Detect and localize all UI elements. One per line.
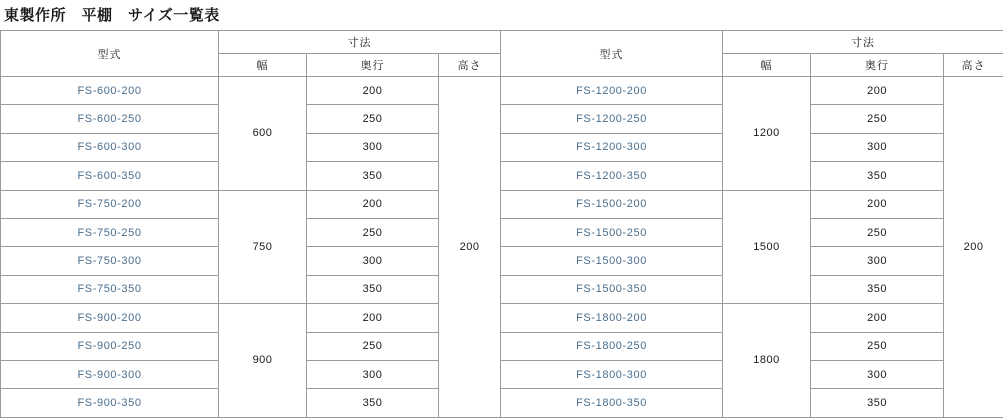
model-cell: FS-1200-350 [501, 162, 723, 190]
depth-cell: 300 [307, 247, 439, 275]
model-cell: FS-1500-200 [501, 190, 723, 218]
depth-cell: 200 [307, 304, 439, 332]
model-cell: FS-1800-300 [501, 360, 723, 388]
table-row [1, 247, 1003, 275]
depth-cell: 350 [811, 389, 944, 417]
size-table [0, 30, 1003, 418]
page-title: 東製作所 平棚 サイズ一覧表 [0, 0, 1003, 30]
depth-cell: 300 [307, 133, 439, 161]
depth-cell: 300 [811, 133, 944, 161]
table-row [1, 77, 1003, 105]
header-width-left: 幅 [219, 54, 307, 77]
depth-cell: 350 [307, 275, 439, 303]
header-width-right: 幅 [723, 54, 811, 77]
height-cell-left: 200 [439, 77, 501, 418]
model-cell: FS-600-350 [1, 162, 219, 190]
table-row [1, 332, 1003, 360]
model-cell: FS-900-300 [1, 360, 219, 388]
depth-cell: 350 [307, 162, 439, 190]
model-cell: FS-750-250 [1, 218, 219, 246]
depth-cell: 300 [811, 247, 944, 275]
depth-cell: 200 [811, 77, 944, 105]
depth-cell: 300 [811, 360, 944, 388]
table-header [1, 31, 1003, 77]
depth-cell: 250 [811, 332, 944, 360]
model-cell: FS-900-350 [1, 389, 219, 417]
table-row [1, 162, 1003, 190]
depth-cell: 250 [811, 218, 944, 246]
table-row [1, 190, 1003, 218]
header-height-left: 高さ [439, 54, 501, 77]
header-row-primary [1, 31, 1003, 54]
table-row [1, 275, 1003, 303]
model-cell: FS-750-300 [1, 247, 219, 275]
model-cell: FS-900-250 [1, 332, 219, 360]
model-cell: FS-750-350 [1, 275, 219, 303]
model-cell: FS-1500-250 [501, 218, 723, 246]
table-row [1, 389, 1003, 417]
table-row [1, 360, 1003, 388]
model-cell: FS-1800-250 [501, 332, 723, 360]
model-cell: FS-1200-200 [501, 77, 723, 105]
depth-cell: 350 [811, 162, 944, 190]
width-cell: 600 [219, 77, 307, 191]
depth-cell: 200 [307, 190, 439, 218]
model-cell: FS-1800-200 [501, 304, 723, 332]
model-cell: FS-1200-300 [501, 133, 723, 161]
model-cell: FS-1500-300 [501, 247, 723, 275]
depth-cell: 250 [307, 105, 439, 133]
width-cell: 750 [219, 190, 307, 304]
width-cell: 1200 [723, 77, 811, 191]
height-cell-right: 200 [944, 77, 1003, 418]
table-row [1, 133, 1003, 161]
width-cell: 1500 [723, 190, 811, 304]
header-dimensions-right: 寸法 [723, 31, 1003, 54]
table-row [1, 304, 1003, 332]
model-cell: FS-750-200 [1, 190, 219, 218]
table-body [1, 77, 1003, 418]
header-dimensions-left: 寸法 [219, 31, 501, 54]
width-cell: 900 [219, 304, 307, 418]
header-depth-left: 奥行 [307, 54, 439, 77]
model-cell: FS-1500-350 [501, 275, 723, 303]
header-height-right: 高さ [944, 54, 1003, 77]
model-cell: FS-600-200 [1, 77, 219, 105]
depth-cell: 300 [307, 360, 439, 388]
model-cell: FS-1200-250 [501, 105, 723, 133]
model-cell: FS-600-300 [1, 133, 219, 161]
model-cell: FS-600-250 [1, 105, 219, 133]
header-model-right: 型式 [501, 31, 723, 77]
depth-cell: 200 [307, 77, 439, 105]
depth-cell: 250 [307, 332, 439, 360]
model-cell: FS-900-200 [1, 304, 219, 332]
table-row [1, 218, 1003, 246]
depth-cell: 350 [307, 389, 439, 417]
depth-cell: 200 [811, 190, 944, 218]
depth-cell: 250 [307, 218, 439, 246]
header-model-left: 型式 [1, 31, 219, 77]
model-cell: FS-1800-350 [501, 389, 723, 417]
header-depth-right: 奥行 [811, 54, 944, 77]
depth-cell: 200 [811, 304, 944, 332]
depth-cell: 350 [811, 275, 944, 303]
depth-cell: 250 [811, 105, 944, 133]
table-row [1, 105, 1003, 133]
width-cell: 1800 [723, 304, 811, 418]
